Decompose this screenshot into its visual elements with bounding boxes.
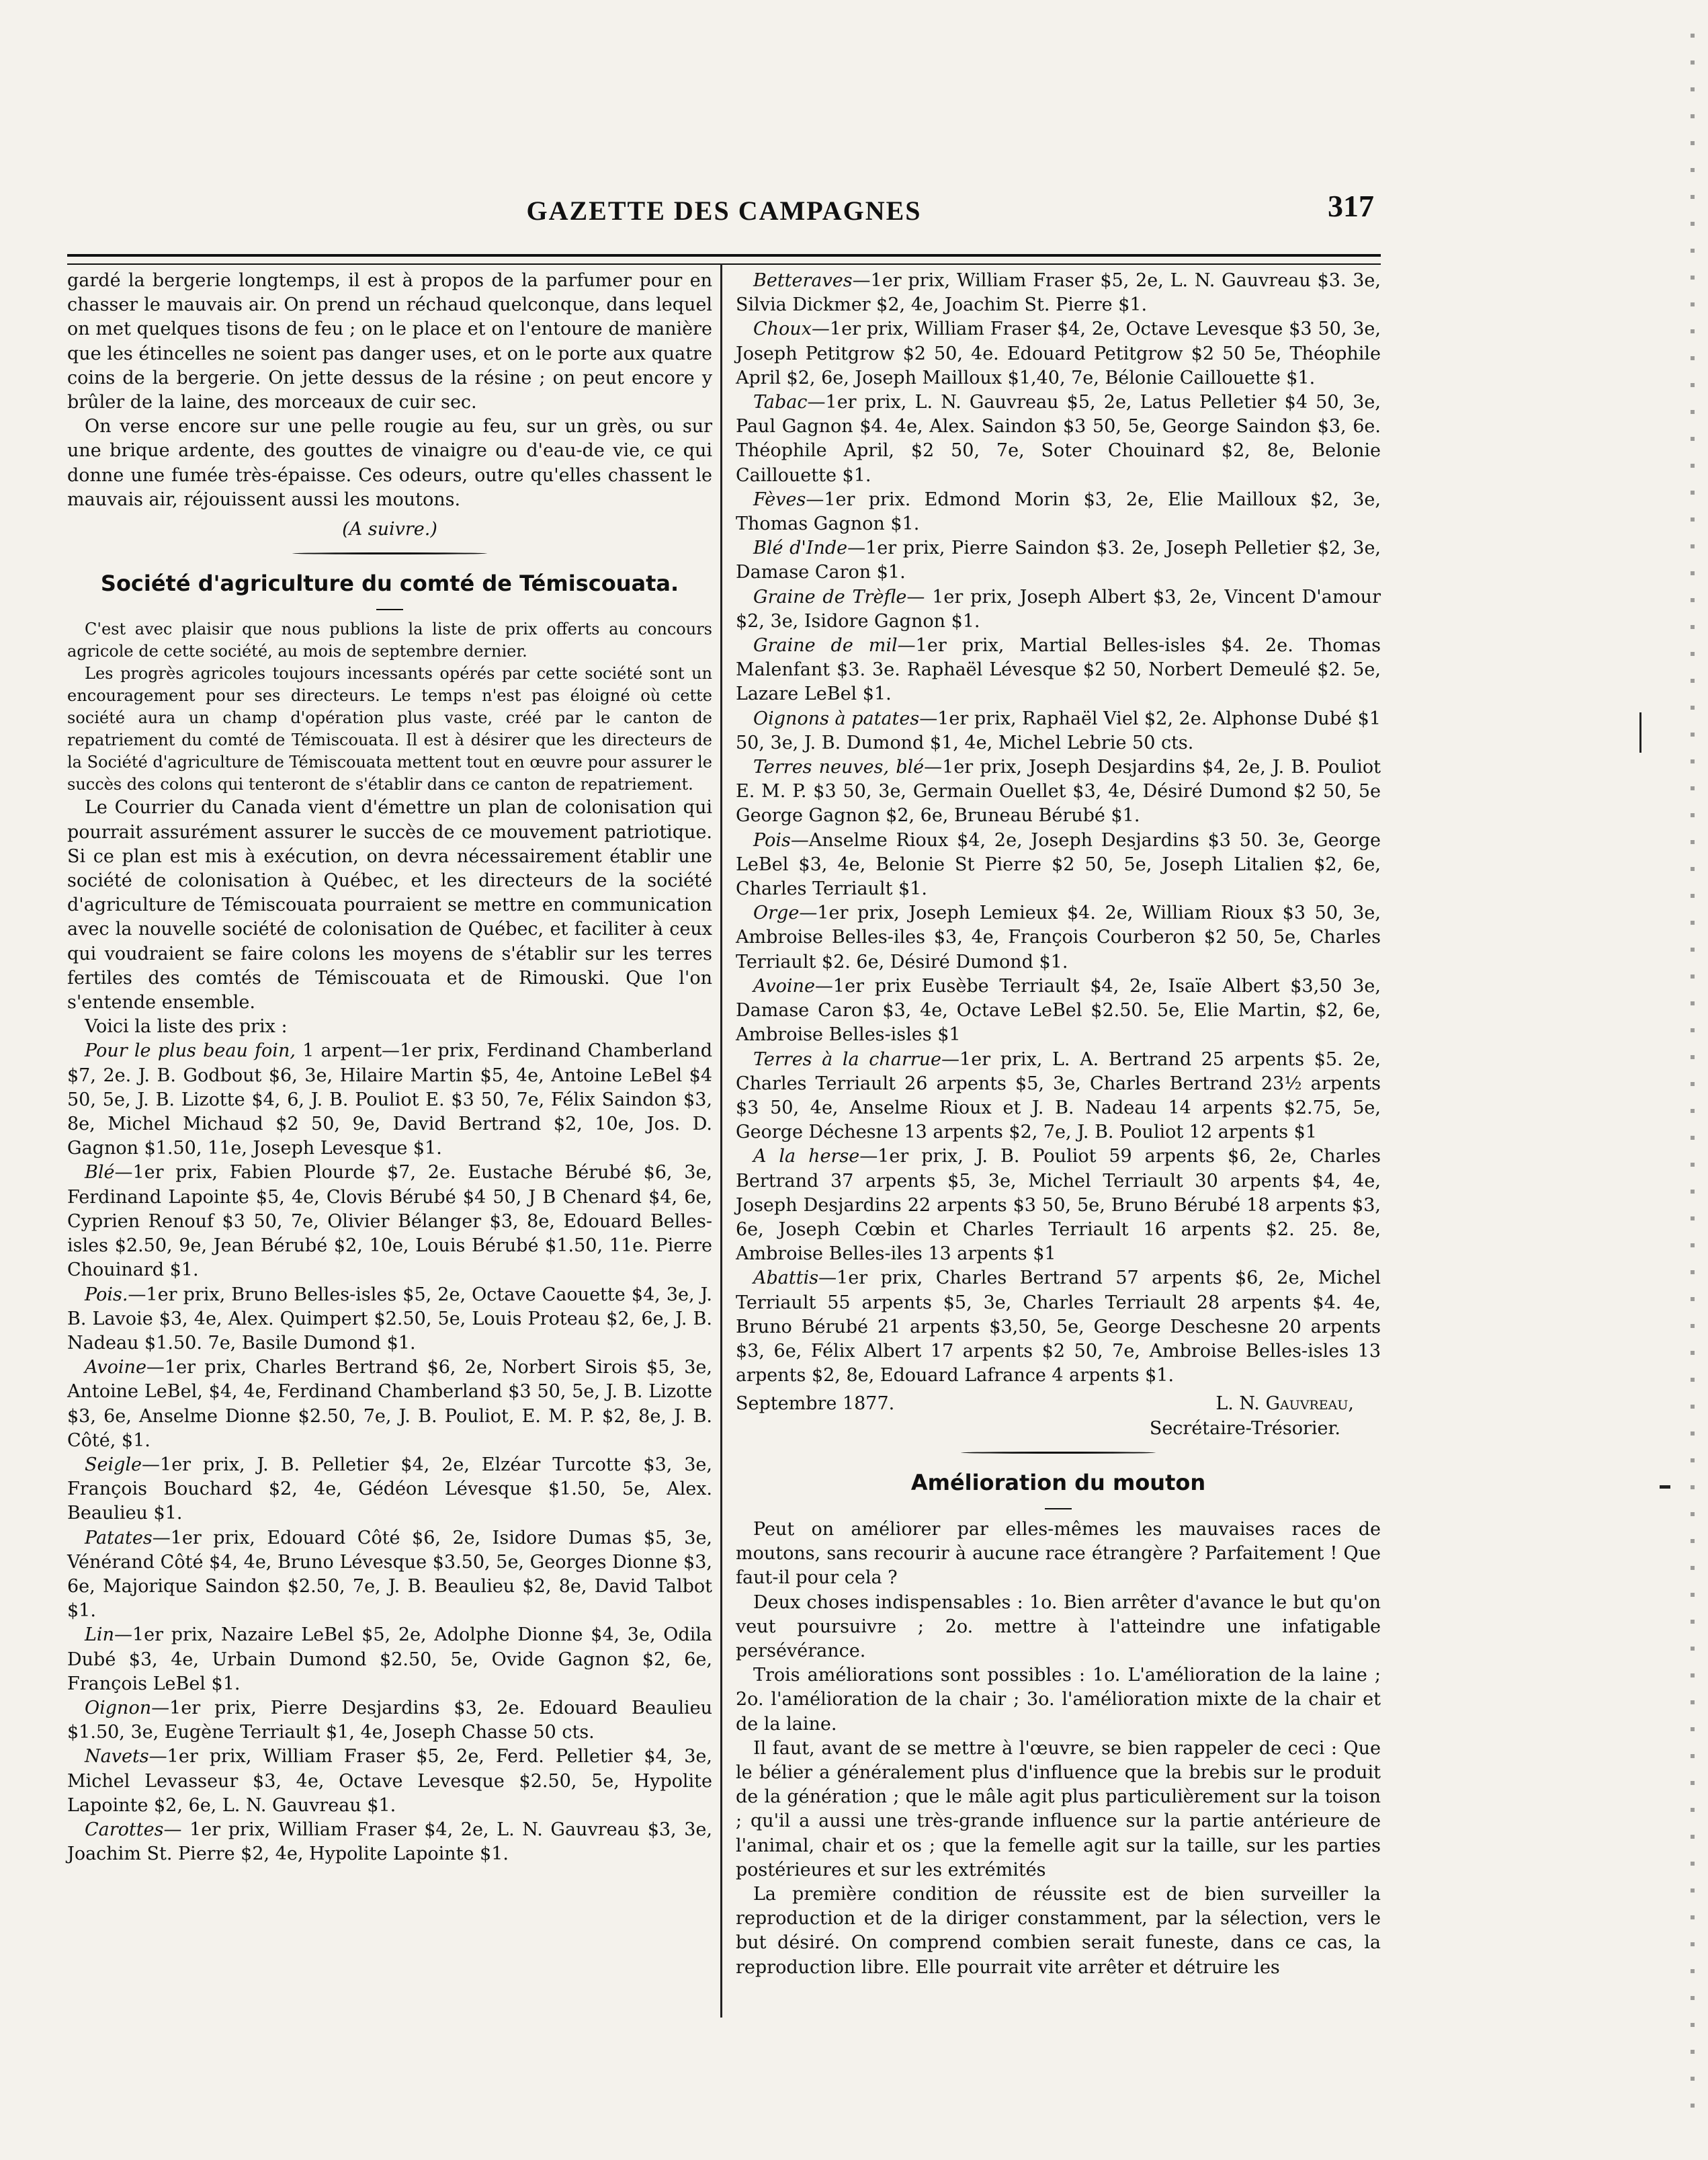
prize-text: —1er prix, Raphaël Viel $2, 2e. Alphonse Dubé $1 50, 3e, J. B. Dumond $1, 4e, Michel Lebrie 50 cts. — [736, 708, 1381, 753]
prize-entry — [67, 1161, 712, 1282]
prize-category: Orge — [753, 903, 800, 924]
society-paragraph: Les progrès agricoles toujours incessants opérés par cette société sont un encouragement pour ses directeurs. Le temps n'est pas éloigné où cette société aura un champ d'opération plus vaste, créé par le canton de repatriement du comté de Témiscouata. Il est à désirer que les directeurs de la Société d'agriculture de Témiscouata mettent tout en œuvre pour assurer le succès des colons qui tenteront de s'établir dans ce canton de repatriement. — [67, 664, 712, 794]
prize-category: Terres à la charrue — [753, 1048, 942, 1070]
prize-text: —1er prix, J. B. Pouliot 59 arpents $6, 2e, Charles Bertrand 37 arpents $5, 3e, Michel Terriault 30 arpents $4, 4e, Joseph Desjardins 22 arpents $3 50, 5e, Bruno Bérubé 18 arpents $3, 6e, Joseph Cœbin et Charles Terriault 16 arpents $2. 25. 8e, Ambroise Belles-iles 13 arpents $1 — [736, 1146, 1381, 1265]
prize-category: Pois. — [85, 1284, 128, 1305]
a-suivre-note: (A suivre.) — [342, 519, 437, 540]
right-column — [736, 269, 1381, 1980]
prize-text: —1er prix, L. A. Bertrand 25 arpents $5. 2e, Charles Terriault 26 arpents $5, 3e, Charles Bertrand 23½ arpents $3 50, 4e, Anselme Rioux et J. B. Nadeau 14 arpents $2.75, 5e, George Déchesne 13 arpents $2, 7e, J. B. Pouliot 12 arpents $1 — [736, 1048, 1381, 1143]
mouton-paragraph: Il faut, avant de se mettre à l'œuvre, se bien rappeler de ceci : Que le bélier a généralement plus d'influence que la brebis sur le produit de la génération ; que le mâle agit plus particulièrement sur la toison ; qu'il a aussi une très-grande influence sur la partie antérieure de l'animal, chair et os ; que la femelle agit sur la taille, sur les parties postérieures et sur les extrémités — [736, 1737, 1381, 1880]
prize-text: —1er prix Eusèbe Terriault $4, 2e, Isaïe Albert $3,50 3e, Damase Caron $3, 4e, Octave LeBel $2.50. 5e, Elie Martin, $2, 6e, Ambroise Belles-isles $1 — [736, 975, 1381, 1046]
article-continuation: gardé la bergerie longtemps, il est à propos de la parfumer pour en chasser le mauvais air. On prend un réchaud quelconque, dans lequel on met quelques tisons de feu ; on le place et on l'entoure de manière que les étincelles ne soient pas danger uses, et on le porte aux quatre coins de la bergerie. On jette dessus de la résine ; on peut encore y brûler de la laine, des morceaux de cuir sec. — [67, 270, 712, 413]
mouton-paragraph: Trois améliorations sont possibles : 1o. L'amélioration de la laine ; 2o. l'amélioration de la chair ; 3o. l'amélioration mixte de la chair et de la laine. — [736, 1665, 1381, 1735]
prize-category: Abattis — [753, 1268, 819, 1289]
article-paragraph: On verse encore sur une pelle rougie au feu, sur un grès, ou sur une brique ardente, des gouttes de vinaigre ou d'eau-de vie, ce qui donne une fumée très-épaisse. Ces odeurs, outre qu'elles chassent le mauvais air, réjouissent aussi les moutons. — [67, 416, 712, 510]
prize-text: —1er prix, William Fraser $5, 2e, L. N. Gauvreau $3. 3e, Silvia Dickmer $2, 4e, Joachim St. Pierre $1. — [736, 270, 1381, 316]
prize-entry — [67, 1818, 712, 1866]
prize-entry — [736, 1266, 1381, 1388]
prize-text: —1er prix, William Fraser $5, 2e, Ferd. Pelletier $4, 3e, Michel Levasseur $3, 4e, Octave Levesque $2.50, 5e, Hypolite Lapointe $2, 6e, L. N. Gauvreau $1. — [67, 1746, 712, 1816]
left-column — [67, 269, 712, 1866]
prize-entry — [67, 1356, 712, 1453]
prize-text: 1 arpent—1er prix, Ferdinand Chamberland $7, 2e. J. B. Godbout $6, 3e, Hilaire Martin $5, 4e, Antoine LeBel $4 50, 5e, J. B. Lizotte $4, 6, J. B. Pouliot E. $3 50, 7e, Félix Saindon $3, 8e, Michel Michaud $2 50, 9e, David Bertrand $2, 10e, Jos. D. Gagnon $1.50, 11e, Joseph Levesque $1. — [67, 1040, 712, 1159]
prize-category: Patates — [85, 1527, 153, 1548]
prize-entry — [736, 1145, 1381, 1266]
prize-text: —1er prix. Edmond Morin $3, 2e, Elie Mailloux $2, 3e, Thomas Gagnon $1. — [736, 489, 1381, 535]
prize-entry — [736, 488, 1381, 536]
prize-text: —1er prix, Edouard Côté $6, 2e, Isidore Dumas $5, 3e, Vénérand Côté $4, 4e, Bruno Lévesque $3.50, 5e, Georges Dionne $3, 6e, Majorique Saindon $2.50, 7e, J. B. Beaulieu $2, 8e, David Talbot $1. — [67, 1527, 712, 1622]
prize-text: —1er prix, Pierre Desjardins $3, 2e. Edouard Beaulieu $1.50, 3e, Eugène Terriault $1, 4e, Joseph Chasse 50 cts. — [67, 1697, 712, 1743]
prize-entry — [736, 585, 1381, 634]
prize-text: — 1er prix, William Fraser $4, 2e, L. N. Gauvreau $3, 3e, Joachim St. Pierre $2, 4e, Hypolite Lapointe $1. — [67, 1819, 712, 1865]
prize-text: —1er prix, Bruno Belles-isles $5, 2e, Octave Caouette $4, 3e, J. B. Lavoie $3, 4e, Alex. Quimpert $2.50, 5e, Louis Proteau $2, 6e, J. B. Nadeau $1.50. 7e, Basile Dumond $1. — [67, 1284, 712, 1354]
signature-block — [736, 1392, 1381, 1440]
mouton-paragraph: La première condition de réussite est de bien surveiller la reproduction et de la diriger constamment, par la sélection, vers le but désiré. On comprend combien serait funeste, dans ce cas, la reproduction libre. Elle pourrait vite arrêter et détruire les — [736, 1884, 1381, 1978]
prize-entry — [67, 1453, 712, 1526]
journal-title: GAZETTE DES CAMPAGNES — [526, 196, 922, 226]
prize-entry — [736, 707, 1381, 755]
prize-entry — [736, 317, 1381, 390]
signature-name: L. N. Gauvreau, — [1215, 1393, 1354, 1415]
section-title-societe: Société d'agriculture du comté de Témiscouata. — [100, 571, 679, 597]
section-title-mouton: Amélioration du mouton — [910, 1469, 1206, 1495]
prize-category: Avoine — [753, 975, 815, 997]
prize-category: Graine de Trèfle — [753, 586, 907, 608]
prize-text: —1er prix, Pierre Saindon $3. 2e, Joseph Pelletier $2, 3e, Damase Caron $1. — [736, 538, 1381, 583]
society-paragraph: C'est avec plaisir que nous publions la liste de prix offerts au concours agricole de cette société, au mois de septembre dernier. — [67, 620, 712, 661]
prize-entry — [736, 536, 1381, 585]
signature-line — [736, 1392, 1381, 1416]
prize-category: Carottes — [85, 1819, 164, 1840]
scan-speck — [1660, 1485, 1670, 1489]
prize-category: Blé d'Inde — [753, 538, 848, 559]
prize-category: Seigle — [85, 1454, 142, 1475]
page-header — [67, 188, 1381, 235]
prize-text: —1er prix, Fabien Plourde $7, 2e. Eustache Bérubé $6, 3e, Ferdinand Lapointe $5, 4e, Clovis Bérubé $4 50, J B Chenard $4, 6e, Cyprien Renouf $3 50, 7e, Olivier Bélanger $3, 8e, Edouard Belles-isles $2.50, 9e, Jean Bérubé $2, 10e, Louis Bérubé $1.50, 11e. Pierre Chouinard $1. — [67, 1162, 712, 1281]
prize-entry — [67, 1526, 712, 1624]
prize-category: Betteraves — [753, 270, 853, 291]
section-ornament — [292, 550, 487, 556]
prize-category: A la herse — [753, 1146, 860, 1167]
prize-entry — [736, 901, 1381, 974]
mouton-paragraph: Peut on améliorer par elles-mêmes les mauvaises races de moutons, sans recourir à aucune race étrangère ? Parfaitement ! Que faut-il pour cela ? — [736, 1518, 1381, 1589]
title-rule — [376, 609, 403, 610]
section-ornament — [961, 1449, 1156, 1456]
title-rule — [1045, 1508, 1072, 1509]
prize-category: Choux — [753, 319, 812, 340]
prize-entry — [736, 390, 1381, 488]
column-divider — [720, 263, 722, 2018]
society-intro — [67, 618, 712, 796]
prize-text: —1er prix, Charles Bertrand $6, 2e, Norbert Sirois $5, 3e, Antoine LeBel, $4, 4e, Ferdinand Chamberland $3 50, 5e, J. B. Lizotte $3, 6e, Anselme Dionne $2.50, 7e, J. B. Pouliot, E. M. P. $2, 8e, J. B. Côté, $1. — [67, 1357, 712, 1451]
prize-entry — [736, 974, 1381, 1048]
prize-entry — [736, 829, 1381, 902]
prize-text: —1er prix, William Fraser $4, 2e, Octave Levesque $3 50, 3e, Joseph Petitgrow $2 50, 4e. Edouard Petitgrow $2 50 5e, Théophile April $2, 6e, Joseph Mailloux $1,40, 7e, Bélonie Caillouette $1. — [736, 319, 1381, 388]
prize-entry — [736, 755, 1381, 829]
prize-category: Terres neuves, blé — [753, 757, 925, 778]
prize-category: Graine de mil — [753, 635, 898, 657]
prize-category: Fèves — [753, 489, 806, 510]
prize-list-intro: Voici la liste des prix : — [85, 1016, 288, 1038]
prize-category: Avoine — [85, 1357, 146, 1378]
prize-text: —1er prix, Joseph Lemieux $4. 2e, William Rioux $3 50, 3e, Ambroise Belles-iles $3, 4e, François Courberon $2 50, 5e, Charles Terriault $2. 6e, Désiré Dumond $1. — [736, 903, 1381, 972]
signature-date: Septembre 1877. — [736, 1393, 895, 1415]
prize-text: —1er prix, Joseph Desjardins $4, 2e, J. B. Pouliot E. M. P. $3 50, 3e, Germain Ouellet $3, 4e, Désiré Dumond $2 50, 5e George Gagnon $2, 6e, Bruneau Bérubé $1. — [736, 757, 1381, 827]
prize-list-right — [736, 269, 1381, 1388]
prize-entry — [736, 1048, 1381, 1145]
prize-text: —1er prix, Nazaire LeBel $5, 2e, Adolphe Dionne $4, 3e, Odila Dubé $3, 4e, Urbain Dumond $2.50, 5e, Ovide Gagnon $2, 6e, François LeBel $1. — [67, 1624, 712, 1694]
prize-entry — [67, 1039, 712, 1161]
page-number: 317 — [1328, 189, 1374, 223]
society-paragraph: Le Courrier du Canada vient d'émettre un plan de colonisation qui pourrait assurément assurer le succès de ce mouvement patriotique. Si ce plan est mis à exécution, on devra nécessairement établir une société de colonisation à Québec, et les directeurs de la société d'agriculture de Témiscouata pourraient se mettre en communication avec la nouvelle société de colonisation de Québec, et faciliter à ceux qui voudraient se faire colons les moyens de s'établir sur les terres fertiles des comtés de Témiscouata et de Rimouski. Que l'on s'entende ensemble. — [67, 797, 712, 1013]
prize-category: Blé — [85, 1162, 115, 1183]
prize-list-left — [67, 1039, 712, 1866]
prize-category: Oignons à patates — [753, 708, 920, 729]
page-edge-binding — [1691, 34, 1695, 2117]
prize-entry — [67, 1696, 712, 1745]
prize-category: Tabac — [753, 392, 808, 413]
prize-category: Pour le plus beau foin, — [85, 1040, 296, 1062]
prize-text: —1er prix, Martial Belles-isles $4. 2e. Thomas Malenfant $3. 3e. Raphaël Lévesque $2 50, Norbert Demeulé $2. 5e, Lazare LeBel $1. — [736, 635, 1381, 705]
prize-text: —1er prix, J. B. Pelletier $4, 2e, Elzéar Turcotte $3, 3e, François Bouchard $2, 4e, Gédéon Lévesque $1.50, 5e, Alex. Beaulieu $1. — [67, 1454, 712, 1524]
prize-entry — [67, 1623, 712, 1696]
prize-category: Navets — [85, 1746, 149, 1768]
header-rule — [67, 254, 1381, 265]
scan-speck — [1639, 712, 1641, 753]
prize-category: Pois — [753, 829, 791, 851]
signature-role: Secrétaire-Trésorier. — [1149, 1417, 1340, 1439]
prize-text: —1er prix, L. N. Gauvreau $5, 2e, Latus Pelletier $4 50, 3e, Paul Gagnon $4. 4e, Alex. Saindon $3 50, 5e, George Saindon $3, 6e. Théophile April, $2 50, 7e, Soter Chouinard $2, 8e, Belonie Caillouette $1. — [736, 392, 1381, 486]
prize-entry — [67, 1283, 712, 1356]
prize-text: —1er prix, Charles Bertrand 57 arpents $6, 2e, Michel Terriault 55 arpents $5, 3e, Charles Terriault 28 arpents $4. 4e, Bruno Bérubé 21 arpents $3,50, 5e, George Deschesne 20 arpents $3, 6e, Félix Albert 17 arpents $2 50, 7e, Ambroise Belles-isles 13 arpents $2, 8e, Edouard Lafrance 4 arpents $1. — [736, 1268, 1381, 1386]
prize-entry — [67, 1745, 712, 1818]
prize-category: Oignon — [85, 1697, 152, 1718]
prize-text: —Anselme Rioux $4, 2e, Joseph Desjardins $3 50. 3e, George LeBel $3, 4e, Belonie St Pierre $2 50, 5e, Joseph Litalien $2, 6e, Charles Terriault $1. — [736, 829, 1381, 900]
mouton-paragraph: Deux choses indispensables : 1o. Bien arrêter d'avance le but qu'on veut poursuivre ; 2o. mettre à l'atteindre une infatigable persévérance. — [736, 1591, 1381, 1661]
prize-entry — [736, 269, 1381, 317]
prize-text: — 1er prix, Joseph Albert $3, 2e, Vincent D'amour $2, 3e, Isidore Gagnon $1. — [736, 586, 1381, 632]
prize-entry — [736, 634, 1381, 707]
prize-category: Lin — [85, 1624, 114, 1646]
